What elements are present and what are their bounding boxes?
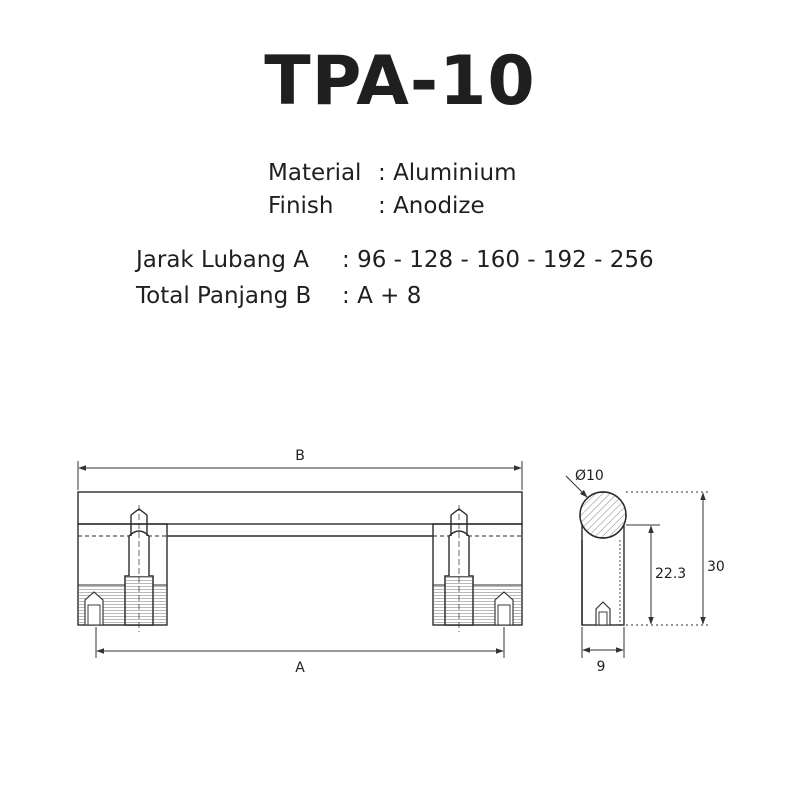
front-view: [78, 492, 522, 632]
dimension-b-label: B: [295, 448, 305, 464]
spec-hole-distance-separator: :: [342, 247, 350, 273]
dimension-30: [626, 492, 710, 625]
handle-right-leg: [433, 505, 522, 632]
spec-finish-separator: :: [378, 193, 386, 219]
spec-total-length-separator: :: [342, 283, 350, 309]
product-title: TPA-10: [264, 42, 536, 121]
spec-hole-distance-value: 96 - 128 - 160 - 192 - 256: [357, 247, 654, 273]
handle-top-bar: [78, 492, 522, 524]
dimension-a-label: A: [295, 660, 305, 676]
spec-finish-label: Finish: [268, 193, 334, 219]
handle-left-leg: [78, 505, 167, 632]
diameter-label: Ø10: [575, 468, 604, 484]
dimension-a: [96, 627, 504, 658]
spec-total-length-label: Total Panjang B: [136, 283, 312, 309]
dimension-b: [78, 461, 522, 490]
dimension-9: [582, 627, 624, 658]
spec-material-separator: :: [378, 160, 386, 186]
side-view: [578, 490, 628, 625]
spec-material-label: Material: [268, 160, 362, 186]
dimension-30-label: 30: [707, 559, 725, 575]
spec-total-length-value: A + 8: [357, 283, 422, 309]
spec-finish-value: Anodize: [393, 193, 485, 219]
spec-hole-distance-label: Jarak Lubang A: [136, 247, 309, 273]
dimension-22-3-label: 22.3: [655, 566, 687, 582]
spec-material-value: Aluminium: [393, 160, 517, 186]
dimension-9-label: 9: [596, 659, 606, 675]
